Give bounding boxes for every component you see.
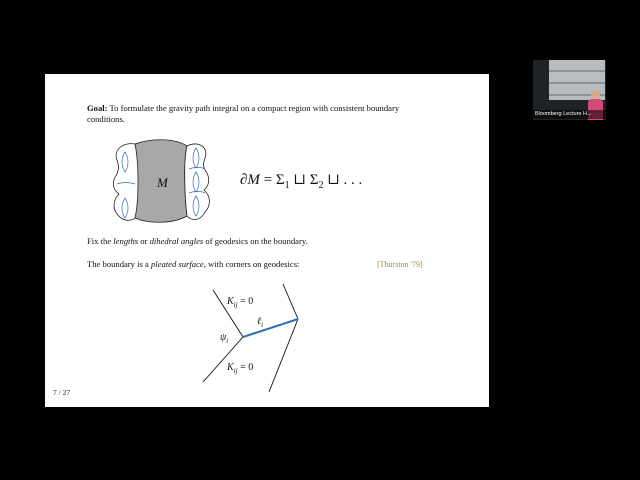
presentation-slide (45, 74, 489, 407)
k-top-symbol: K (227, 296, 234, 307)
boundary-text-pleated: pleated surface (150, 259, 204, 269)
citation: [Thurston '79] (377, 260, 423, 269)
psi-label (220, 332, 228, 345)
ell-sub: i (261, 321, 264, 329)
boundary-line (87, 259, 299, 270)
board-line (549, 82, 605, 84)
geodesic-edge (243, 319, 298, 337)
camera-label: Bloomberg Lecture H... (533, 110, 606, 119)
k-bottom-sub: ij (233, 367, 238, 375)
equation-union: ⊔ (289, 172, 310, 188)
fix-text-lengths: lengths (113, 236, 139, 246)
psi-symbol: ψ (220, 332, 227, 343)
equation-sub-2: 2 (318, 180, 324, 191)
goal-line (87, 103, 399, 114)
equation-lhs: ∂M (240, 172, 260, 188)
manifold-figure (105, 138, 211, 224)
goal-text-continued: conditions. (87, 114, 125, 124)
goal-text: To formulate the gravity path integral on a compact region with consistent boundary (107, 103, 400, 113)
page-counter: 7 / 27 (53, 388, 71, 397)
fix-text-c: of geodesics on the boundary. (203, 236, 308, 246)
goal-label: Goal: (87, 103, 108, 113)
k-top-rhs: = 0 (237, 296, 254, 307)
psi-sub: i (226, 337, 229, 345)
manifold-label: M (157, 175, 168, 190)
fix-text-a: Fix the (87, 236, 114, 246)
fix-line (87, 236, 308, 247)
k-top-sub: ij (233, 301, 238, 309)
k-bottom-symbol: K (227, 362, 234, 373)
fix-text-b: or (138, 236, 150, 246)
ell-label (257, 316, 263, 329)
k-bottom-rhs: = 0 (237, 362, 254, 373)
ell-symbol: ℓ (257, 316, 262, 327)
equation-sub-1: 1 (284, 180, 290, 191)
boundary-text-a: The boundary is a (87, 259, 151, 269)
speaker-camera-thumbnail[interactable] (533, 60, 606, 120)
equation-sigma-1: Σ (275, 172, 285, 188)
equation-tail: ⊔ . . . (323, 172, 363, 188)
k-bottom-label (227, 362, 253, 375)
equation-equals: = (259, 172, 276, 188)
k-top-label (227, 296, 253, 309)
fix-text-angles: dihedral angles (149, 236, 204, 246)
pleated-surface-diagram (195, 280, 335, 398)
boundary-equation (240, 170, 362, 196)
equation-sigma-2: Σ (309, 172, 319, 188)
board-line (549, 70, 605, 72)
boundary-text-b: , with corners on geodesics: (203, 259, 300, 269)
